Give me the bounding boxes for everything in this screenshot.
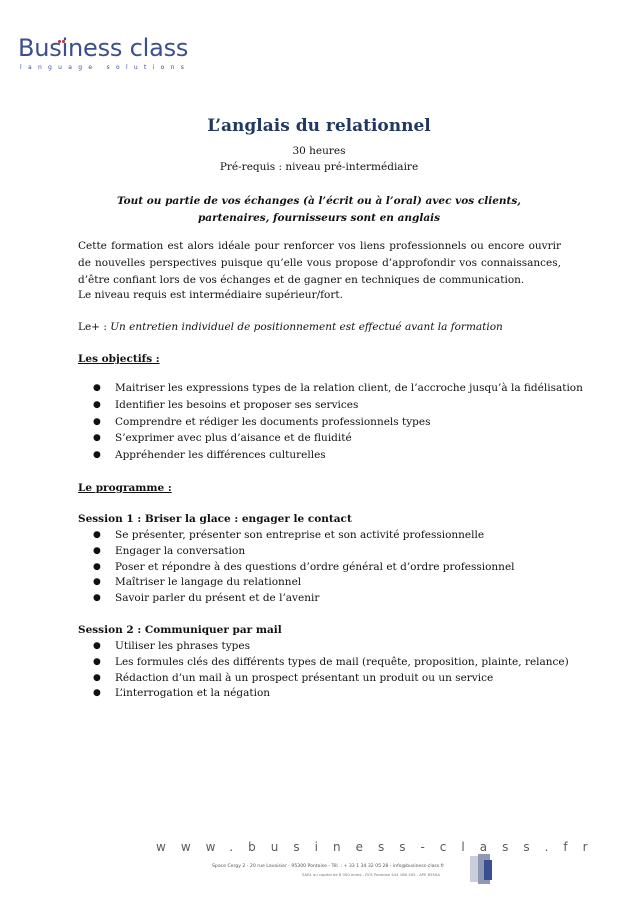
bullet-icon: ● <box>93 561 101 572</box>
list-item: ● Comprendre et rédiger les documents professionnels types <box>115 414 583 431</box>
list-item: ● Les formules clés des différents types de mail (requête, proposition, plainte, relance) <box>115 655 569 671</box>
plus-label: Le+ : <box>78 321 111 333</box>
business-class-logo <box>18 26 191 72</box>
bullet-icon: ● <box>93 433 101 444</box>
list-item: ● Se présenter, présenter son entreprise et son activité professionnelle <box>115 528 515 544</box>
logo-text: Business class <box>18 34 189 62</box>
footer-website: www.business-class.fr <box>156 840 603 854</box>
bullet-icon: ● <box>93 416 101 427</box>
list-item: ● Poser et répondre à des questions d’ordre général et d’ordre professionnel <box>115 560 515 576</box>
session-2-list <box>93 639 569 702</box>
list-item: ● Maitriser les expressions types de la relation client, de l’accroche jusqu’à la fidélisation <box>115 380 583 397</box>
footer-logo-mark-icon <box>468 852 496 886</box>
bullet-icon: ● <box>93 593 101 604</box>
list-item: ● Engager la conversation <box>115 544 515 560</box>
level-requirement: Le niveau requis est intermédiaire supérieur/fort. <box>78 289 343 301</box>
plus-note <box>78 321 503 333</box>
list-item: ● S’exprimer avec plus d’aisance et de fluidité <box>115 430 583 447</box>
bullet-icon: ● <box>93 383 101 393</box>
bullet-icon: ● <box>93 656 101 667</box>
session-1-title: Session 1 : Briser la glace : engager le contact <box>78 513 352 525</box>
intro-statement: Tout ou partie de vos échanges (à l’écrit ou à l’oral) avec vos clients, partenaires, fournisseurs sont en anglais <box>117 195 521 224</box>
list-item: ● Identifier les besoins et proposer ses services <box>115 397 583 414</box>
bullet-icon: ● <box>93 688 101 699</box>
prerequisite: Pré-requis : niveau pré-intermédiaire <box>219 161 419 173</box>
bullet-icon: ● <box>93 399 101 410</box>
bullet-icon: ● <box>93 450 101 461</box>
session-1-list <box>93 528 515 607</box>
logo-tagline: language solutions <box>20 64 191 71</box>
session-2-title: Session 2 : Communiquer par mail <box>78 624 282 636</box>
bullet-icon: ● <box>93 530 101 540</box>
list-item: ● Maîtriser le langage du relationnel <box>115 575 515 591</box>
list-item: ● Appréhender les différences culturelles <box>115 447 583 464</box>
plus-text: Un entretien individuel de positionnement est effectué avant la formation <box>110 321 503 333</box>
duration: 30 heures <box>292 145 346 157</box>
bullet-icon: ● <box>93 545 101 556</box>
objectives-list <box>93 380 583 464</box>
objectives-heading: Les objectifs : <box>78 353 160 365</box>
list-item: ● Rédaction d’un mail à un prospect présentant un produit ou un service <box>115 671 569 687</box>
list-item: ● Savoir parler du présent et de l’avenir <box>115 591 515 607</box>
footer-address: Space Cergy 2 - 20 rue Lavoisier - 95300 Pontoise - Tél. : + 33 1 34 32 05 28 - info@business-class.fr <box>212 864 445 869</box>
page-title: L’anglais du relationnel <box>207 116 431 136</box>
footer-legal: SARL au capital de 8 000 euros - RCS Pontoise 444 168 163 - APE 8559A <box>302 872 440 877</box>
bullet-icon: ● <box>93 641 101 651</box>
bullet-icon: ● <box>93 672 101 683</box>
description-paragraph: Cette formation est alors idéale pour renforcer vos liens professionnels ou encore ouvrir de nouvelles perspectives puisque qu’elle vous propose d’approfondir vos connaissances, d’être confiant lors de vos échanges et de gagner en techniques de communication. <box>78 240 561 286</box>
list-item: ● Utiliser les phrases types <box>115 639 569 655</box>
program-heading: Le programme : <box>78 482 172 494</box>
list-item: ● L’interrogation et la négation <box>115 686 569 702</box>
bullet-icon: ● <box>93 577 101 588</box>
